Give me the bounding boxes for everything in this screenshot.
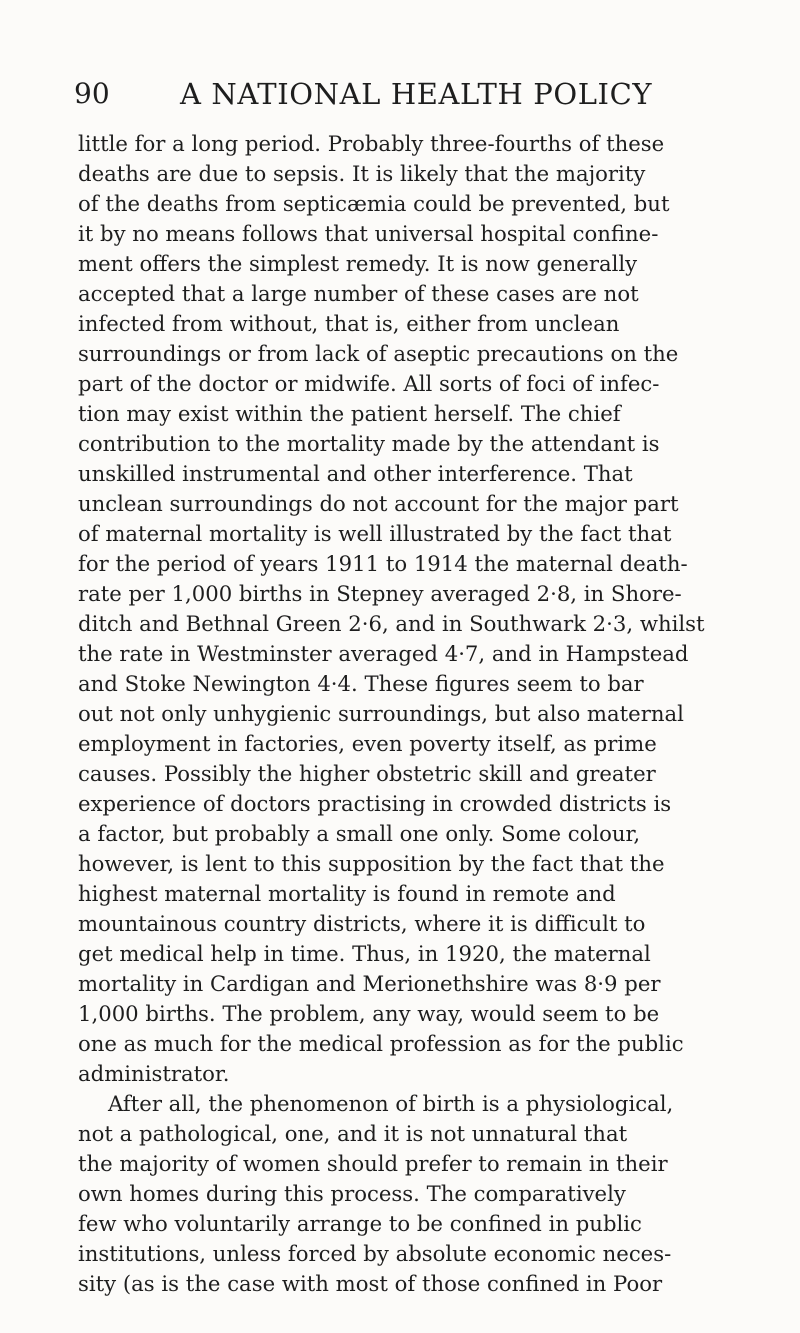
text-line: unskilled instrumental and other interference. That <box>78 461 633 486</box>
text-line: sity (as is the case with most of those confined in Poor <box>78 1271 663 1296</box>
text-line: mortality in Cardigan and Merionethshire was 8·9 per <box>78 971 661 996</box>
text-line: employment in factories, even poverty itself, as prime <box>78 731 657 756</box>
text-line: a factor, but probably a small one only. Some colour, <box>78 821 641 846</box>
text-line: deaths are due to sepsis. It is likely that the majority <box>78 161 646 186</box>
text-line: administrator. <box>78 1061 230 1086</box>
text-line: the majority of women should prefer to remain in their <box>78 1151 668 1176</box>
text-line: mountainous country districts, where it is difficult to <box>78 911 646 936</box>
text-line: out not only unhygienic surroundings, but also maternal <box>78 701 684 726</box>
text-line: ment offers the simplest remedy. It is now generally <box>78 251 638 276</box>
text-line: highest maternal mortality is found in remote and <box>78 881 616 906</box>
text-line: contribution to the mortality made by the attendant is <box>78 431 660 456</box>
body-text <box>78 129 758 1299</box>
text-line: of maternal mortality is well illustrated by the fact that <box>78 521 672 546</box>
page-number: 90 <box>74 77 110 110</box>
text-line: surroundings or from lack of aseptic precautions on the <box>78 341 679 366</box>
text-line: institutions, unless forced by absolute economic neces- <box>78 1241 672 1266</box>
text-line: not a pathological, one, and it is not unnatural that <box>78 1121 628 1146</box>
text-line: part of the doctor or midwife. All sorts of foci of infec- <box>78 371 660 396</box>
text-line: the rate in Westminster averaged 4·7, and in Hampstead <box>78 641 689 666</box>
text-line: of the deaths from septicæmia could be prevented, but <box>78 191 670 216</box>
page-header <box>74 74 754 114</box>
text-line: rate per 1,000 births in Stepney averaged 2·8, in Shore- <box>78 581 682 606</box>
text-line: After all, the phenomenon of birth is a physiological, <box>108 1091 674 1116</box>
text-line: however, is lent to this supposition by the fact that the <box>78 851 665 876</box>
text-line: one as much for the medical profession as for the public <box>78 1031 684 1056</box>
text-line: few who voluntarily arrange to be confined in public <box>78 1211 642 1236</box>
text-line: causes. Possibly the higher obstetric skill and greater <box>78 761 656 786</box>
text-line: infected from without, that is, either from unclean <box>78 311 620 336</box>
text-line: 1,000 births. The problem, any way, would seem to be <box>78 1001 660 1026</box>
text-line: ditch and Bethnal Green 2·6, and in Southwark 2·3, whilst <box>78 611 705 636</box>
text-line: accepted that a large number of these cases are not <box>78 281 639 306</box>
text-line: experience of doctors practising in crowded districts is <box>78 791 672 816</box>
text-line: it by no means follows that universal hospital confine- <box>78 221 659 246</box>
text-line: get medical help in time. Thus, in 1920, the maternal <box>78 941 651 966</box>
text-line: little for a long period. Probably three-fourths of these <box>78 131 665 156</box>
paragraph-2 <box>78 1089 758 1299</box>
running-title: A NATIONAL HEALTH POLICY <box>180 77 653 111</box>
text-line: unclean surroundings do not account for the major part <box>78 491 679 516</box>
text-line: own homes during this process. The comparatively <box>78 1181 626 1206</box>
text-line: for the period of years 1911 to 1914 the maternal death- <box>78 551 688 576</box>
paragraph-1 <box>78 129 758 1089</box>
text-line: tion may exist within the patient herself. The chief <box>78 401 621 426</box>
text-line: and Stoke Newington 4·4. These figures seem to bar <box>78 671 644 696</box>
